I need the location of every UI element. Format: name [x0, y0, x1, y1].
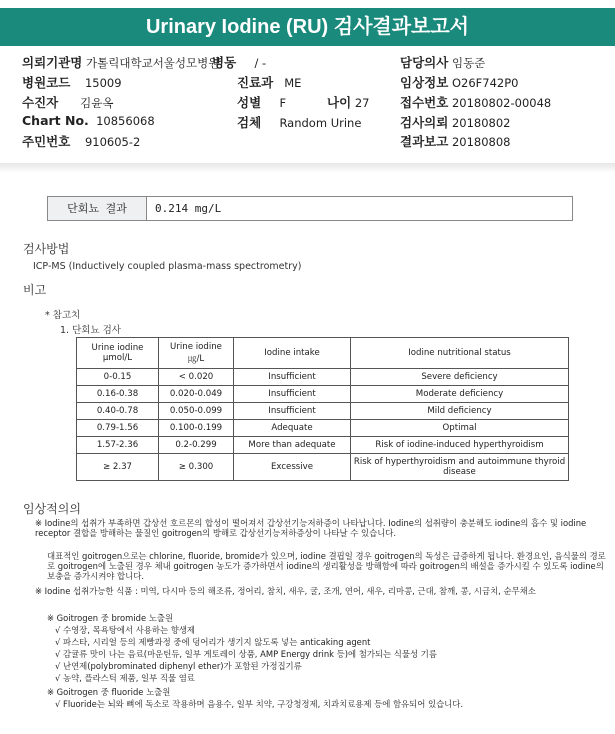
list-item: √ 난연제(polybrominated diphenyl ether)가 포함된 가정집기류 — [55, 661, 302, 671]
cell: Insufficient — [234, 369, 351, 386]
cell: Risk of hyperthyroidism and autoimmune thyroid disease — [351, 454, 569, 481]
cell: ≥ 0.300 — [159, 454, 234, 481]
table-row — [77, 369, 569, 386]
table-header-row — [77, 338, 569, 369]
cell: Excessive — [234, 454, 351, 481]
col-umol: Urine iodine μmol/L — [77, 338, 159, 369]
specimen-row: 검체 Random Urine — [237, 115, 362, 130]
table-row — [77, 420, 569, 437]
cell: Mild deficiency — [351, 403, 569, 420]
cell: 0.020-0.049 — [159, 386, 234, 403]
cell: 0.40-0.78 — [77, 403, 159, 420]
reference-sub: 1. 단회뇨 검사 — [60, 325, 121, 336]
sex-row: 성별 F — [237, 95, 287, 110]
cell: Severe deficiency — [351, 369, 569, 386]
cell: More than adequate — [234, 437, 351, 454]
table-row — [77, 403, 569, 420]
hospital-row: 의뢰기관명 가톨릭대학교서울성모병원 — [22, 55, 220, 70]
cell: Risk of iodine-induced hyperthyroidism — [351, 437, 569, 454]
clinical-heading: 임상적의의 — [23, 502, 81, 516]
request-row: 검사의뢰 20180802 — [400, 115, 511, 130]
bromide-heading: ※ Goitrogen 중 bromide 노출원 — [47, 613, 174, 623]
cell: 0.050-0.099 — [159, 403, 234, 420]
col-status: Iodine nutritional status — [351, 338, 569, 369]
cell: Moderate deficiency — [351, 386, 569, 403]
age-row: 나이 27 — [327, 95, 370, 110]
reference-star: * 참고치 — [45, 310, 81, 321]
list-item: √ 감귤류 맛이 나는 음료(마운틴듀, 일부 게토레이 상품, AMP Energy drink 등)에 첨가되는 식물성 기름 — [55, 649, 437, 659]
patient-row: 수진자 김윤옥 — [22, 95, 114, 110]
chart-row: Chart No. 10856068 — [22, 113, 155, 128]
clinical-info-row: 임상정보 O26F742P0 — [400, 75, 519, 90]
report-date-row: 결과보고 20180808 — [400, 134, 511, 149]
report-title: Urinary Iodine (RU) 검사결과보고서 — [0, 8, 615, 46]
cell: Optimal — [351, 420, 569, 437]
method-heading: 검사방법 — [23, 242, 70, 256]
clinical-paragraph-2: 대표적인 goitrogen으로는 chlorine, fluoride, bromide가 있으며, iodine 결핍일 경우 goitrogen의 독성은 급증하게 됩니다. 환경요인, 음식물의 경로로 goitrogen에 노출된 경우 체내 goitrogen 농도가 증가하면서 iodine의 생리활성을 방해함에 따라 goitrogen의 배설을 증가시킬 수 있도록 iodine의 보충을 증가시켜야 합니다. — [47, 551, 606, 581]
ward-row: 병동 / - — [212, 55, 267, 70]
col-ugl: Urine iodine ㎍/L — [159, 338, 234, 369]
food-paragraph: ※ Iodine 섭취가능한 식품 : 미역, 다시마 등의 해조류, 정어리, 참치, 새우, 굴, 조개, 연어, 새우, 리마콩, 근대, 참깨, 콩, 시금치, 순무채소 — [35, 586, 536, 596]
id-row: 주민번호 910605-2 — [22, 134, 141, 149]
cell: 0.100-0.199 — [159, 420, 234, 437]
result-box — [47, 196, 573, 221]
code-row: 병원코드 15009 — [22, 75, 122, 90]
cell: ≥ 2.37 — [77, 454, 159, 481]
cell: 1.57-2.36 — [77, 437, 159, 454]
col-intake: Iodine intake — [234, 338, 351, 369]
fluoride-heading: ※ Goitrogen 중 fluoride 노출원 — [47, 687, 171, 697]
list-item: √ 수영장, 목욕탕에서 사용하는 향생제 — [55, 625, 196, 635]
cell: Insufficient — [234, 403, 351, 420]
result-label: 단회뇨 결과 — [48, 197, 147, 220]
dept-row: 진료과 ME — [237, 75, 302, 90]
list-item: √ 파스타, 시리얼 등의 제빵과정 중에 덩어리가 생기지 않도록 넣는 anticaking agent — [55, 637, 371, 647]
cell: 0.2-0.299 — [159, 437, 234, 454]
table-row — [77, 454, 569, 481]
receipt-row: 접수번호 20180802-00048 — [400, 95, 552, 110]
cell: Insufficient — [234, 386, 351, 403]
method-text: ICP-MS (Inductively coupled plasma-mass spectrometry) — [33, 261, 302, 272]
table-row — [77, 437, 569, 454]
cell: 0-0.15 — [77, 369, 159, 386]
cell: Adequate — [234, 420, 351, 437]
divider — [0, 163, 615, 173]
table-row — [77, 386, 569, 403]
list-item: √ 농약, 플라스틱 제품, 일부 직물 염료 — [55, 673, 195, 683]
remark-heading: 비고 — [23, 283, 47, 297]
reference-table — [76, 337, 569, 481]
list-item: √ Fluoride는 뇌와 뼈에 독소로 작용하며 음용수, 일부 치약, 구강청정제, 치과치료용제 등에 함유되어 있습니다. — [55, 699, 464, 709]
cell: < 0.020 — [159, 369, 234, 386]
doctor-row: 담당의사 임동준 — [400, 55, 486, 70]
cell: 0.79-1.56 — [77, 420, 159, 437]
cell: 0.16-0.38 — [77, 386, 159, 403]
result-value: 0.214 mg/L — [155, 202, 222, 215]
clinical-paragraph-1: ※ Iodine의 섭취가 부족하면 갑상선 호르몬의 합성이 떨어져서 갑상선기능저하증이 나타납니다. Iodine의 섭취량이 충분해도 iodine의 흡수 및 iodine receptor 결합을 방해하는 물질인 goitrogen의 방해로 갑상선기능저하증상이 나타날 수 있습니다. — [35, 518, 587, 538]
